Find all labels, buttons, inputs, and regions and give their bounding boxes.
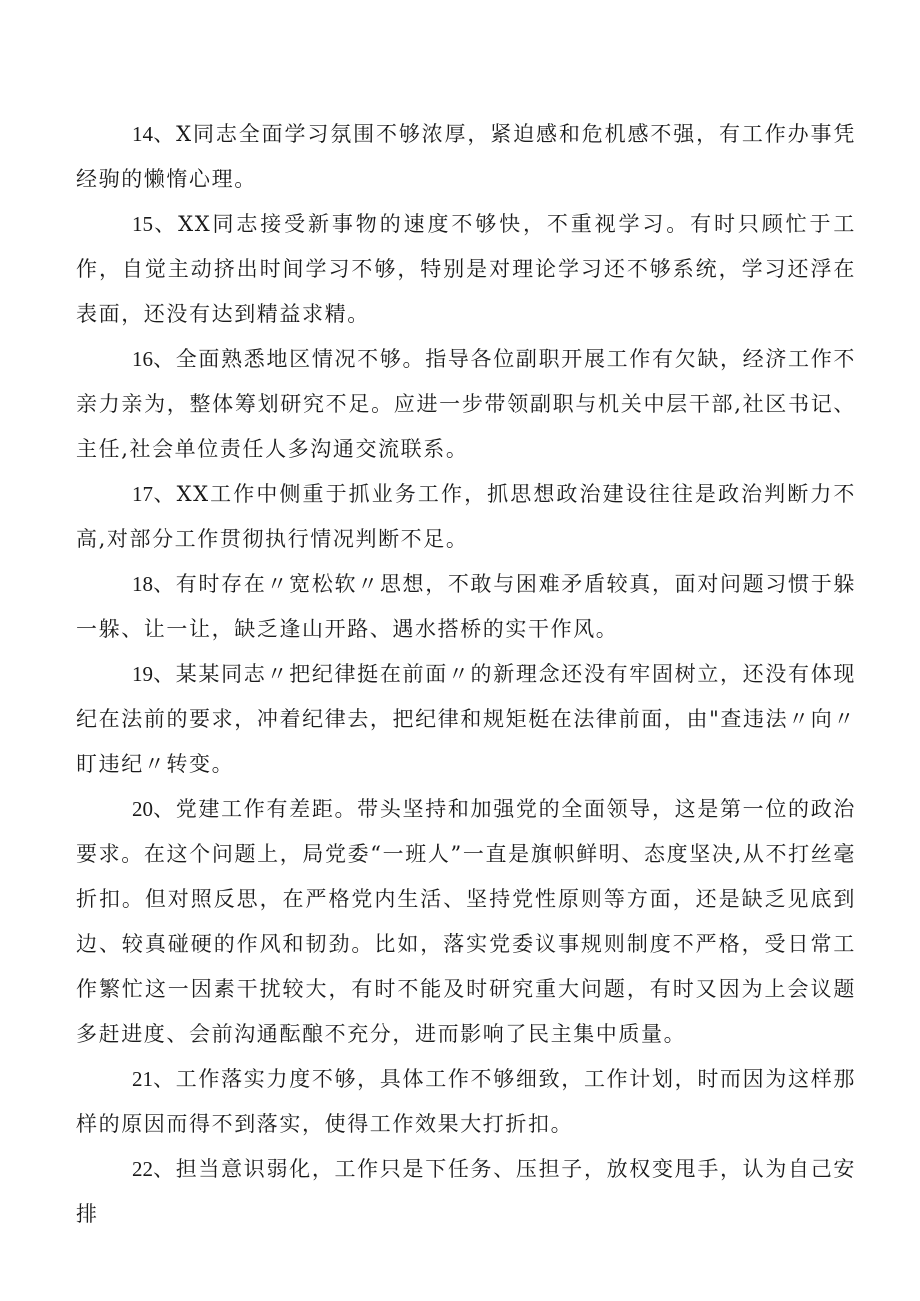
paragraph-number: 14 bbox=[132, 122, 153, 146]
paragraph-text: 、X同志全面学习氛围不够浓厚，紧迫感和危机感不强，有工作办事凭经驹的懒惰心理。 bbox=[76, 122, 856, 191]
paragraph-number: 20 bbox=[132, 797, 153, 821]
paragraph-number: 18 bbox=[132, 572, 153, 596]
paragraph-number: 16 bbox=[132, 347, 153, 371]
paragraph-text: 、担当意识弱化，工作只是下任务、压担子，放权变甩手，认为自己安排 bbox=[76, 1157, 856, 1226]
paragraph-21 bbox=[76, 1057, 856, 1147]
paragraph-text: 、XX工作中侧重于抓业务工作，抓思想政治建设往往是政治判断力不高,对部分工作贯彻执行情况判断不足。 bbox=[76, 482, 856, 551]
paragraph-text: 、工作落实力度不够，具体工作不够细致，工作计划，时而因为这样那样的原因而得不到落实，使得工作效果大打折扣。 bbox=[76, 1067, 856, 1136]
paragraph-16 bbox=[76, 337, 856, 472]
paragraph-text: 、有时存在〃宽松软〃思想，不敢与困难矛盾较真，面对问题习惯于躲一躲、让一让，缺乏逢山开路、遇水搭桥的实干作风。 bbox=[76, 572, 856, 641]
paragraph-18 bbox=[76, 562, 856, 652]
paragraph-17 bbox=[76, 472, 856, 562]
paragraph-14 bbox=[76, 112, 856, 202]
paragraph-number: 15 bbox=[132, 212, 153, 236]
paragraph-number: 17 bbox=[132, 482, 153, 506]
paragraph-22 bbox=[76, 1147, 856, 1237]
paragraph-text: 、党建工作有差距。带头坚持和加强党的全面领导，这是第一位的政治要求。在这个问题上，局党委“一班人”一直是旗帜鲜明、态度坚决,从不打丝毫折扣。但对照反思，在严格党内生活、坚持党性原则等方面，还是缺乏见底到边、较真碰硬的作风和韧劲。比如，落实党委议事规则制度不严格，受日常工作繁忙这一因素干扰较大，有时不能及时研究重大问题，有时又因为上会议题多赶进度、会前沟通酝酿不充分，进而影响了民主集中质量。 bbox=[76, 797, 856, 1046]
paragraph-text: 、某某同志〃把纪律挺在前面〃的新理念还没有牢固树立，还没有体现纪在法前的要求，冲着纪律去，把纪律和规矩梃在法律前面，由"查违法〃向〃盯违纪〃转变。 bbox=[76, 662, 856, 776]
paragraph-20 bbox=[76, 787, 856, 1057]
paragraph-15 bbox=[76, 202, 856, 337]
paragraph-number: 21 bbox=[132, 1067, 153, 1091]
paragraph-number: 22 bbox=[132, 1157, 153, 1181]
paragraph-19 bbox=[76, 652, 856, 787]
paragraph-number: 19 bbox=[132, 662, 153, 686]
paragraph-text: 、XX同志接受新事物的速度不够快，不重视学习。有时只顾忙于工作，自觉主动挤出时间学习不够，特别是对理论学习还不够系统，学习还浮在表面，还没有达到精益求精。 bbox=[76, 212, 856, 326]
paragraph-text: 、全面熟悉地区情况不够。指导各位副职开展工作有欠缺，经济工作不亲力亲为，整体筹划研究不足。应进一步带领副职与机关中层干部,社区书记、主任,社会单位责任人多沟通交流联系。 bbox=[76, 347, 856, 461]
